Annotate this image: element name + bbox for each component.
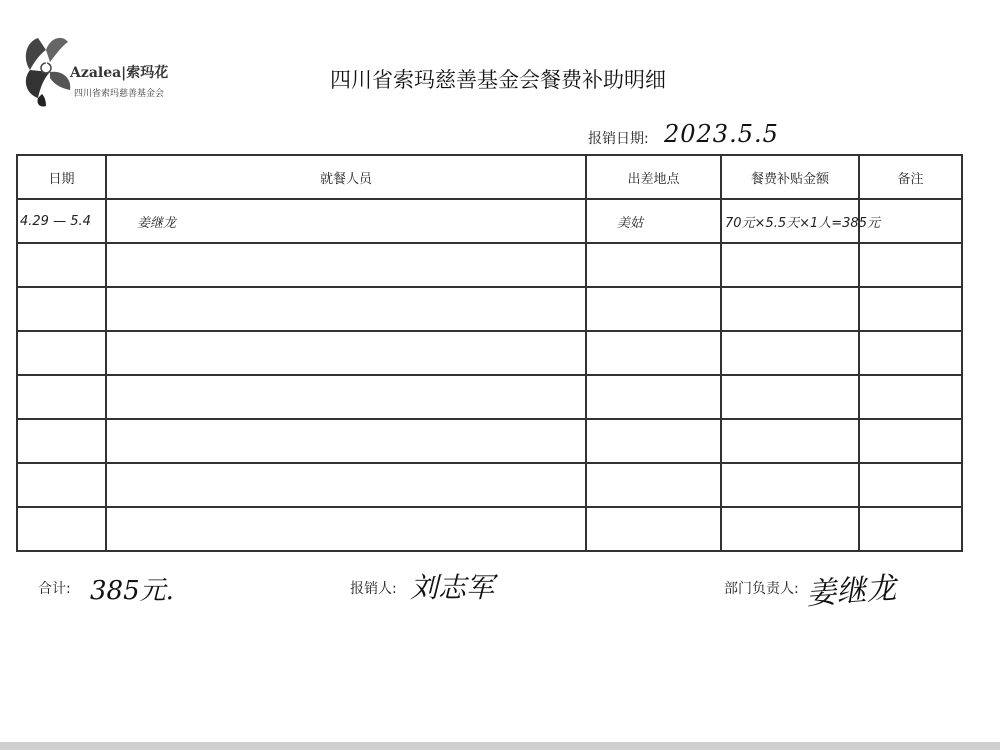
row-amount xyxy=(721,331,859,375)
row-diner xyxy=(106,287,586,331)
reimburser-label: 报销人: xyxy=(350,581,397,597)
row-diner xyxy=(106,243,586,287)
total-value: 385元. xyxy=(90,576,174,606)
row-location xyxy=(586,419,721,463)
row-diner xyxy=(106,375,586,419)
logo-brand-text: Azalea|索玛花 xyxy=(70,65,169,81)
row-note xyxy=(859,287,962,331)
row-location xyxy=(586,243,721,287)
table-row xyxy=(17,419,962,463)
row-amount xyxy=(721,287,859,331)
azalea-flower-icon xyxy=(16,28,76,110)
column-header-location: 出差地点 xyxy=(586,155,721,199)
reimburser-signature: 刘志军 xyxy=(410,571,495,604)
total-label: 合计: xyxy=(38,581,71,597)
row-location xyxy=(586,463,721,507)
row-note xyxy=(859,331,962,375)
logo-subtitle: 四川省索玛慈善基金会 xyxy=(74,89,165,99)
table-row xyxy=(17,507,962,551)
row-diner xyxy=(106,331,586,375)
table-row xyxy=(17,243,962,287)
row-location xyxy=(586,287,721,331)
column-header-amount: 餐费补贴金额 xyxy=(721,155,859,199)
column-header-note: 备注 xyxy=(859,155,962,199)
row-note xyxy=(859,419,962,463)
table-row xyxy=(17,287,962,331)
row-date xyxy=(17,463,106,507)
column-header-diners: 就餐人员 xyxy=(106,155,586,199)
row-date xyxy=(17,243,106,287)
row-date: 4.29 — 5.4 xyxy=(17,199,106,243)
row-date xyxy=(17,419,106,463)
row-date xyxy=(17,331,106,375)
table-row xyxy=(17,199,962,243)
scan-edge xyxy=(0,742,1000,750)
table-row xyxy=(17,375,962,419)
report-date-label: 报销日期: xyxy=(588,131,649,147)
row-diner: 姜继龙 xyxy=(106,199,586,243)
row-diner xyxy=(106,419,586,463)
row-amount xyxy=(721,507,859,551)
row-location xyxy=(586,331,721,375)
manager-signature: 姜继龙 xyxy=(805,570,898,613)
manager-label: 部门负责人: xyxy=(724,581,799,597)
row-amount xyxy=(721,243,859,287)
row-amount: 70元×5.5天×1人=385元 xyxy=(721,199,859,243)
row-amount xyxy=(721,375,859,419)
table-row xyxy=(17,463,962,507)
row-diner xyxy=(106,463,586,507)
row-note xyxy=(859,375,962,419)
table-row xyxy=(17,331,962,375)
column-header-date: 日期 xyxy=(17,155,106,199)
row-note xyxy=(859,463,962,507)
row-location xyxy=(586,375,721,419)
row-note xyxy=(859,507,962,551)
row-date xyxy=(17,507,106,551)
meal-allowance-table xyxy=(16,154,963,552)
table-header-row xyxy=(17,155,962,199)
row-location xyxy=(586,507,721,551)
report-date-value: 2023.5.5 xyxy=(664,120,779,148)
row-amount xyxy=(721,463,859,507)
foundation-logo xyxy=(16,28,176,110)
row-note xyxy=(859,243,962,287)
row-date xyxy=(17,375,106,419)
row-date xyxy=(17,287,106,331)
row-amount xyxy=(721,419,859,463)
row-diner xyxy=(106,507,586,551)
form-title: 四川省索玛慈善基金会餐费补助明细 xyxy=(330,68,666,92)
row-location: 美姑 xyxy=(586,199,721,243)
